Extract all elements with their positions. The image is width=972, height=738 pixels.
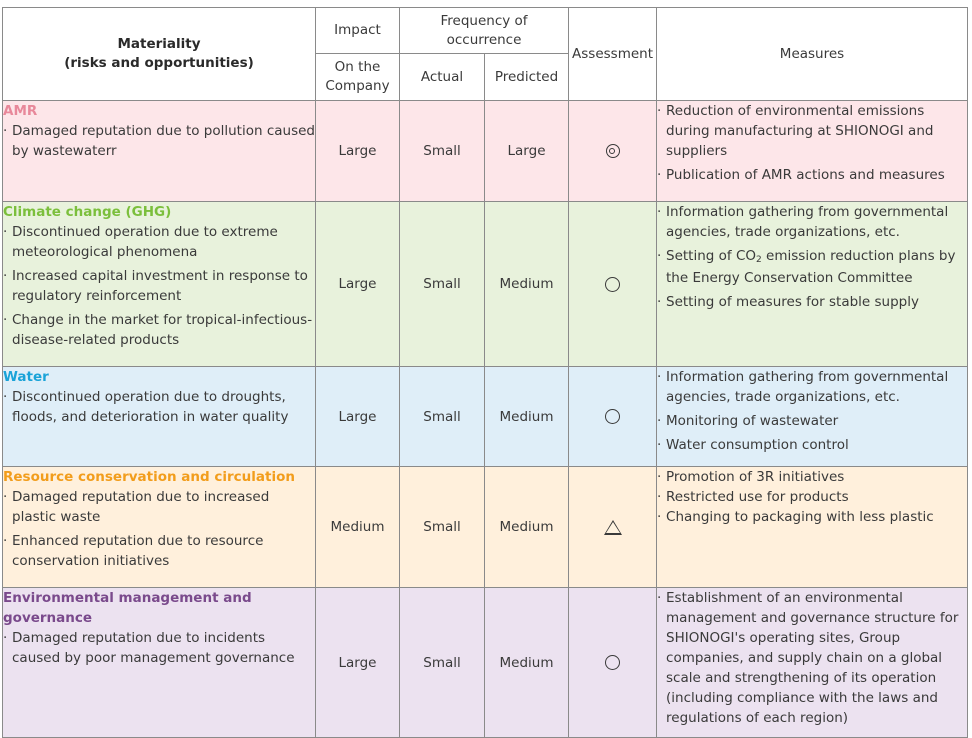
risk-item: · Enhanced reputation due to resource conservation initiatives [3,531,315,571]
impact-cell: Large [316,588,400,738]
predicted-cell: Large [485,101,569,202]
impact-cell: Large [316,101,400,202]
measures-cell [657,101,968,202]
circle-icon [605,277,620,292]
actual-cell: Small [400,202,485,367]
measure-item: · Reduction of environmental emissions during manufacturing at SHIONOGI and suppliers [657,101,967,161]
measure-item [657,246,967,288]
measure-item: · Water consumption control [657,435,967,455]
assessment-cell [569,367,657,467]
predicted-cell: Medium [485,367,569,467]
risk-item: · Damaged reputation due to pollution caused by wastewaterr [3,121,315,161]
materiality-cell [3,588,316,738]
on-company-header-text: On the Company [325,59,390,94]
impact-cell: Large [316,202,400,367]
measure-item: · Setting of measures for stable supply [657,292,967,312]
row-title: AMR [3,103,38,119]
risk-item: · Damaged reputation due to increased plastic waste [3,487,315,527]
frequency-header-text: Frequency of occurrence [440,12,528,48]
risk-item: · Increased capital investment in response to regulatory reinforcement [3,266,315,306]
materiality-cell [3,202,316,367]
table-row-water [3,367,968,467]
impact-cell: Large [316,367,400,467]
table-row-amr [3,101,968,202]
assessment-cell [569,588,657,738]
materiality-header-line1: Materiality [117,36,201,52]
table-row-env-management [3,588,968,738]
materiality-cell [3,367,316,467]
actual-cell: Small [400,588,485,738]
assessment-cell [569,101,657,202]
table-row-climate [3,202,968,367]
measures-cell [657,467,968,588]
row-title: Water [3,369,49,385]
frequency-header [400,8,569,54]
measures-cell [657,202,968,367]
measures-cell [657,367,968,467]
measure-item: · Restricted use for products [657,487,967,507]
measures-cell [657,588,968,738]
predicted-cell: Medium [485,202,569,367]
measures-header: Measures [657,8,968,101]
predicted-header: Predicted [485,54,569,101]
actual-cell: Small [400,467,485,588]
triangle-icon [604,520,622,535]
predicted-cell: Medium [485,467,569,588]
row-title: Environmental management and governance [3,590,252,626]
circle-icon [605,409,620,424]
risk-item: · Damaged reputation due to incidents caused by poor management governance [3,628,315,668]
risk-item: · Discontinued operation due to droughts, floods, and deterioration in water quality [3,387,315,427]
measure-item: · Changing to packaging with less plastic [657,507,967,527]
row-title: Climate change (GHG) [3,204,172,220]
measure-item: · Establishment of an environmental management and governance structure for SHIONOGI's operating sites, Group companies, and supply chain on a global scale and strengthening of its operation (including compliance with the laws and regulations of each region) [657,588,967,728]
measure-item: · Information gathering from governmental agencies, trade organizations, etc. [657,367,967,407]
actual-cell: Small [400,101,485,202]
measure-item: · Information gathering from governmental agencies, trade organizations, etc. [657,202,967,242]
row-title: Resource conservation and circulation [3,469,295,485]
impact-cell: Medium [316,467,400,588]
on-company-header [316,54,400,101]
assessment-cell [569,467,657,588]
risk-item: · Discontinued operation due to extreme meteorological phenomena [3,222,315,262]
assessment-cell [569,202,657,367]
actual-header: Actual [400,54,485,101]
assessment-header: Assessment [569,8,657,101]
materiality-header [3,8,316,101]
double-circle-icon [606,144,620,158]
materiality-header-line2: (risks and opportunities) [64,55,254,71]
table-row-resource [3,467,968,588]
measure-item: · Publication of AMR actions and measures [657,165,967,185]
actual-cell: Small [400,367,485,467]
materiality-cell [3,101,316,202]
circle-icon [605,655,620,670]
risk-item: · Change in the market for tropical-infectious-disease-related products [3,310,315,350]
materiality-cell [3,467,316,588]
measure-item: · Promotion of 3R initiatives [657,467,967,487]
materiality-table [2,7,968,738]
predicted-cell: Medium [485,588,569,738]
measure-text-co2: Setting of $CO_2$ emission reduction plans by the Energy Conservation Committee [666,248,956,286]
measure-item: · Monitoring of wastewater [657,411,967,431]
impact-header: Impact [316,8,400,54]
